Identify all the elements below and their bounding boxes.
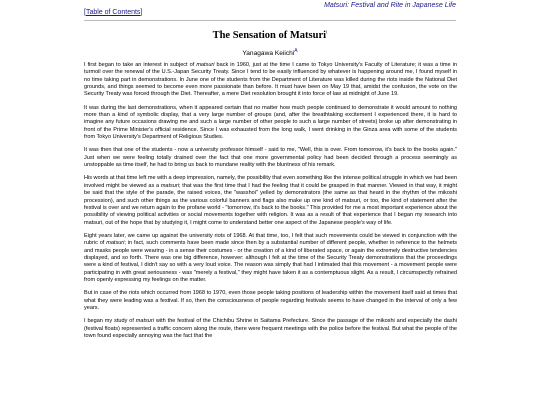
author-name: Yanagawa Keiichi <box>242 50 295 58</box>
author-line <box>0 48 540 57</box>
paragraph-1 <box>84 62 457 99</box>
paragraph-text: ; in fact, such comments have been made since then by a substantial number of different people, whether in reference to the helmets and masks people were wearing - in a sense their costumes - or the creation of a kind of liberated space, or again the extremely destructive tendencies displayed, and so forth. There was one big difference, however: although I felt at the time of the Security Treaty demonstrations that the proceedings were a kind of festival, I didn't say so with a very loud voice. The reason was simply that had I intimated that this movement - a movement people were participating in with great seriousness - was "merely a festival," they might have taken it as a contemptuous slight. As a result, I circumspectly refrained from openly expressing my feelings on the matter. <box>84 240 457 283</box>
article-title-text: The Sensation of Matsuri <box>212 30 327 41</box>
paragraph-text: I began my study of <box>84 318 136 325</box>
title-note-link[interactable]: i <box>326 30 328 36</box>
paragraph-7 <box>84 318 457 340</box>
paragraph-text: I first began to take an interest in subject of <box>84 62 197 68</box>
header-divider <box>84 20 456 21</box>
emphasis-text: matsuri <box>160 182 179 189</box>
article-body <box>84 62 457 346</box>
paragraph-3 <box>84 147 457 169</box>
paragraph-text: Eight years later, we came up against the university riots of 1968. At that time, too, I felt that such movements could be viewed in conjunction with the rubric of <box>84 232 457 247</box>
paragraph-5 <box>84 233 457 284</box>
paragraph-4 <box>84 175 457 226</box>
paragraph-text: But in case of the riots which occurred from 1968 to 1970, even those people taking positions of leadership within the movement itself said at times that what they were leading was a festival. If so, then the consciousness of people regarding festivals seems to have changed in the interval of only a few years. <box>84 290 457 311</box>
toc-link-wrapper: [Table of Contents] <box>84 9 143 16</box>
table-of-contents-link[interactable]: Table of Contents <box>85 9 141 16</box>
paragraph-2 <box>84 105 457 142</box>
paragraph-text: ; that was the first time that I had the feeling that it could be grasped in that manner. Viewed in that way, it might be said that the style of the parade, the raised voices, the "wasshoi" yelled by demonstrators (the same as that heard in the rhythm of the mikoshi procession), and such other things as the various colorful banners and flags also make up one kind of matsuri, or too, the kind of statement after the festival is over and we return again to the profane world - "tomorrow, it's back to the books." This provided for me a most important experience about the possibility of viewing political activities or social movements together with religion. It was as a result of that experience that I began my research into matsuri, out of the hope that by studying it, I might come to understand better one aspect of the Japanese people's way of life. <box>84 182 458 226</box>
paragraph-text: It was during the last demonstrations, when it appeared certain that no matter how much people continued to demonstrate it would amount to nothing more than a kind of symbolic display, that a very large number of groups (and, after the breathtaking excitement I experienced there, it is hard to imagine any future occasions drawing me and such a large number of other people to such a large number of streets) broke up after demonstrating in front of the Prime Minister's official residence. Since I was exhausted from the long walk, I went drinking in the Ginza area with some of the students from Tokyo University's Department of Religious Studies. <box>84 104 457 141</box>
site-title: Matsuri: Festival and Rite in Japanese Life <box>324 2 456 9</box>
paragraph-text: with the festival of the Chichibu Shrine in Saitama Prefecture. Since the passage of the mikoshi and especially the dashi (festival floats) represented a traffic concern along the route, there were frequent meetings with the police before the festival. But what the people of the town found especially annoying was the fact that the <box>84 318 457 339</box>
paragraph-text: back in 1960, just at the time I came to Tokyo University's Faculty of Literature; it was a time in turmoil over the renewal of the U.S.-Japan Security Treaty. Since I tend to be easily influenced by whatever is happening around me, I found myself in no time taking part in demonstrations. In June one of the students from the Department of Literature was killed during the riots inside the National Diet grounds, and things seemed to become even more passionate than before. It must have been on May 19 that, amidst the confusion, the vote on the Security Treaty was forced through the Diet. Thereafter, a mere Diet resolution brought it into force of law at midnight of June 19. <box>84 62 457 98</box>
author-note-link[interactable]: A <box>294 48 298 54</box>
paragraph-6 <box>84 290 457 312</box>
paragraph-text: His words at that time left me with a deep impression, namely, the possibility that even something like the intense political struggle in which we had been involved might be viewed as a <box>84 175 457 189</box>
article-title <box>0 30 540 41</box>
emphasis-text: matsuri <box>106 240 125 247</box>
emphasis-text: matsuri <box>135 318 154 325</box>
paragraph-text: It was then that one of the students - now a university professor himself - said to me, "Well, this is over. From tomorrow, it's back to the books again." Just when we were feeling totally drained over the fact that one more governmental policy had been decided through a process seemingly as unstoppable as time itself, he had to bring us back to mundane reality with the bluntness of his remark. <box>84 147 457 169</box>
emphasis-text: matsuri <box>196 62 215 68</box>
